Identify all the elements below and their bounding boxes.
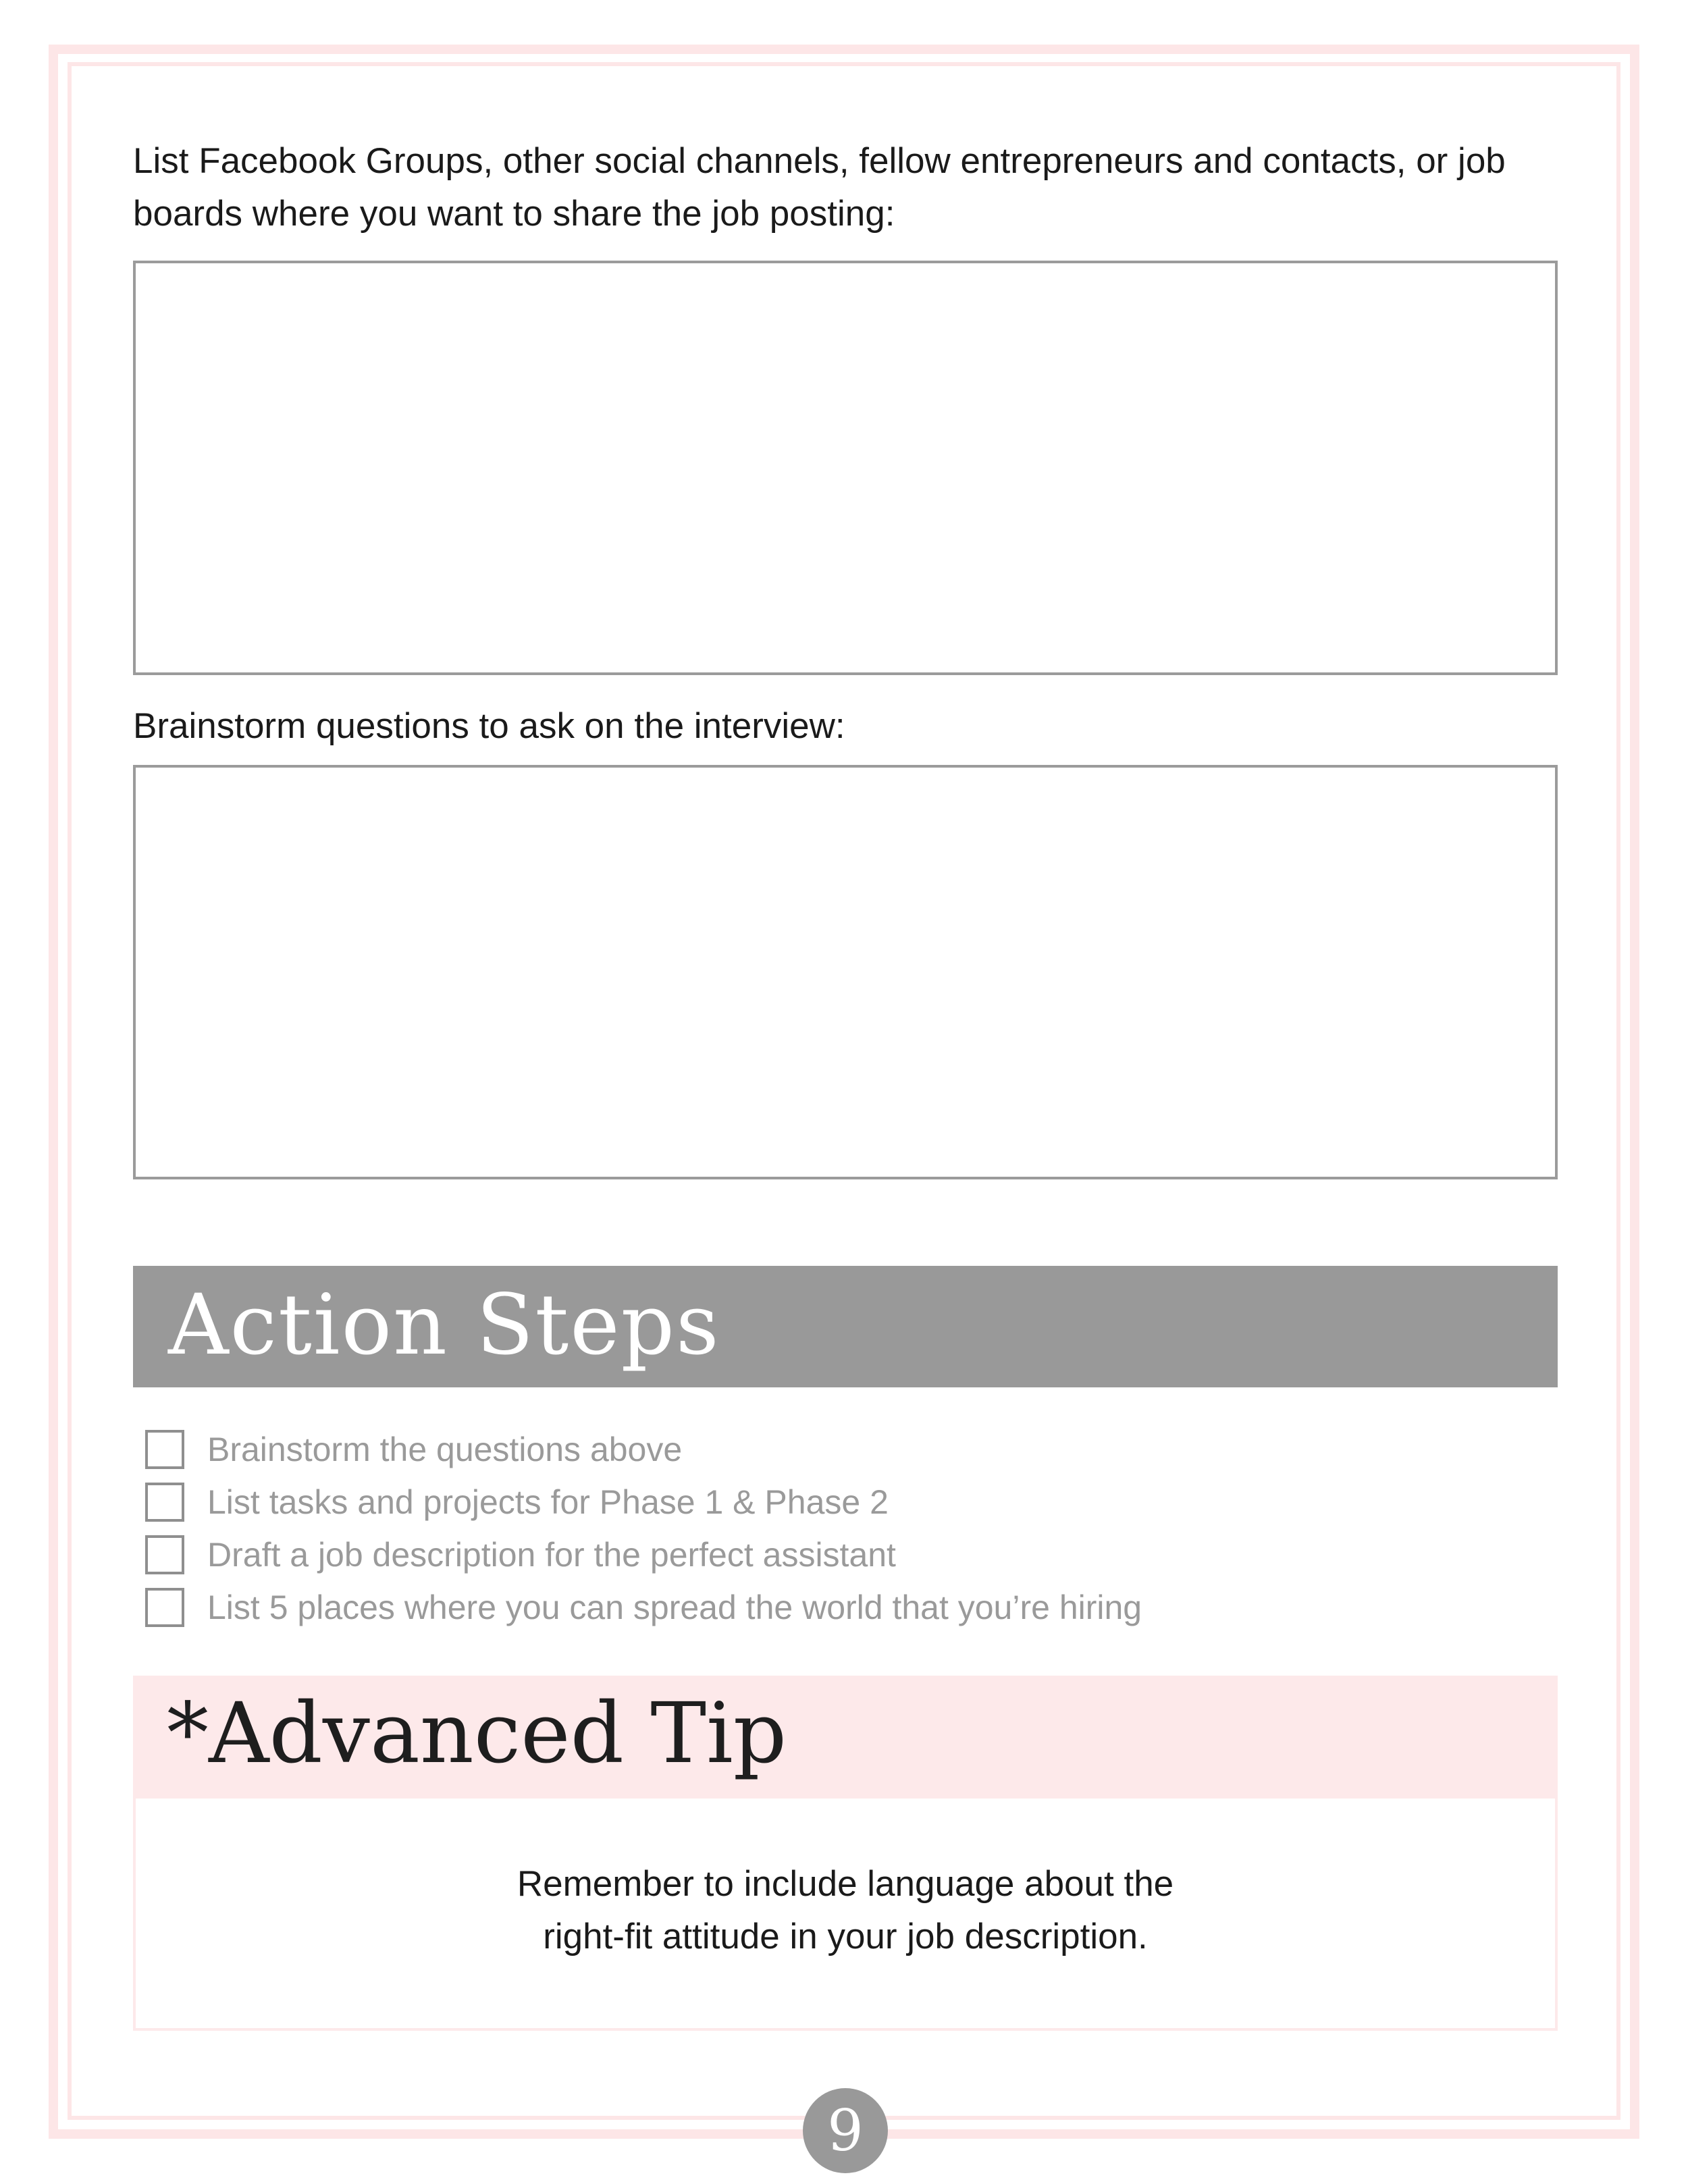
action-step-label: Draft a job description for the perfect assistant <box>207 1536 896 1574</box>
action-step-item <box>145 1476 1496 1528</box>
share-posting-answer-box[interactable] <box>133 261 1558 675</box>
action-steps-header <box>133 1266 1558 1387</box>
share-posting-prompt: List Facebook Groups, other social channels, fellow entrepreneurs and contacts, or job boards where you want to share the job posting: <box>133 141 1506 234</box>
action-step-checkbox[interactable] <box>145 1535 184 1574</box>
action-step-checkbox[interactable] <box>145 1588 184 1627</box>
interview-questions-answer-box[interactable] <box>133 765 1558 1179</box>
advanced-tip-line: Remember to include language about the <box>517 1864 1174 1904</box>
action-step-item <box>145 1423 1496 1476</box>
action-step-item <box>145 1581 1496 1634</box>
advanced-tip-text <box>136 1858 1555 1963</box>
action-step-item <box>145 1528 1496 1581</box>
action-steps-title: Action Steps <box>168 1277 720 1374</box>
action-step-label: List tasks and projects for Phase 1 & Phase 2 <box>207 1483 889 1521</box>
advanced-tip-title: *Advanced Tip <box>167 1685 787 1782</box>
action-step-label: List 5 places where you can spread the world that you’re hiring <box>207 1589 1142 1626</box>
action-steps-list <box>145 1423 1496 1634</box>
action-step-label: Brainstorm the questions above <box>207 1431 683 1468</box>
page-number-badge: 9 <box>803 2088 888 2173</box>
advanced-tip-body <box>133 1799 1558 2031</box>
action-step-checkbox[interactable] <box>145 1430 184 1469</box>
advanced-tip-line: right-fit attitude in your job description. <box>543 1917 1148 1956</box>
action-step-checkbox[interactable] <box>145 1483 184 1522</box>
advanced-tip-header <box>133 1676 1558 1799</box>
interview-questions-prompt: Brainstorm questions to ask on the interview: <box>133 706 845 746</box>
